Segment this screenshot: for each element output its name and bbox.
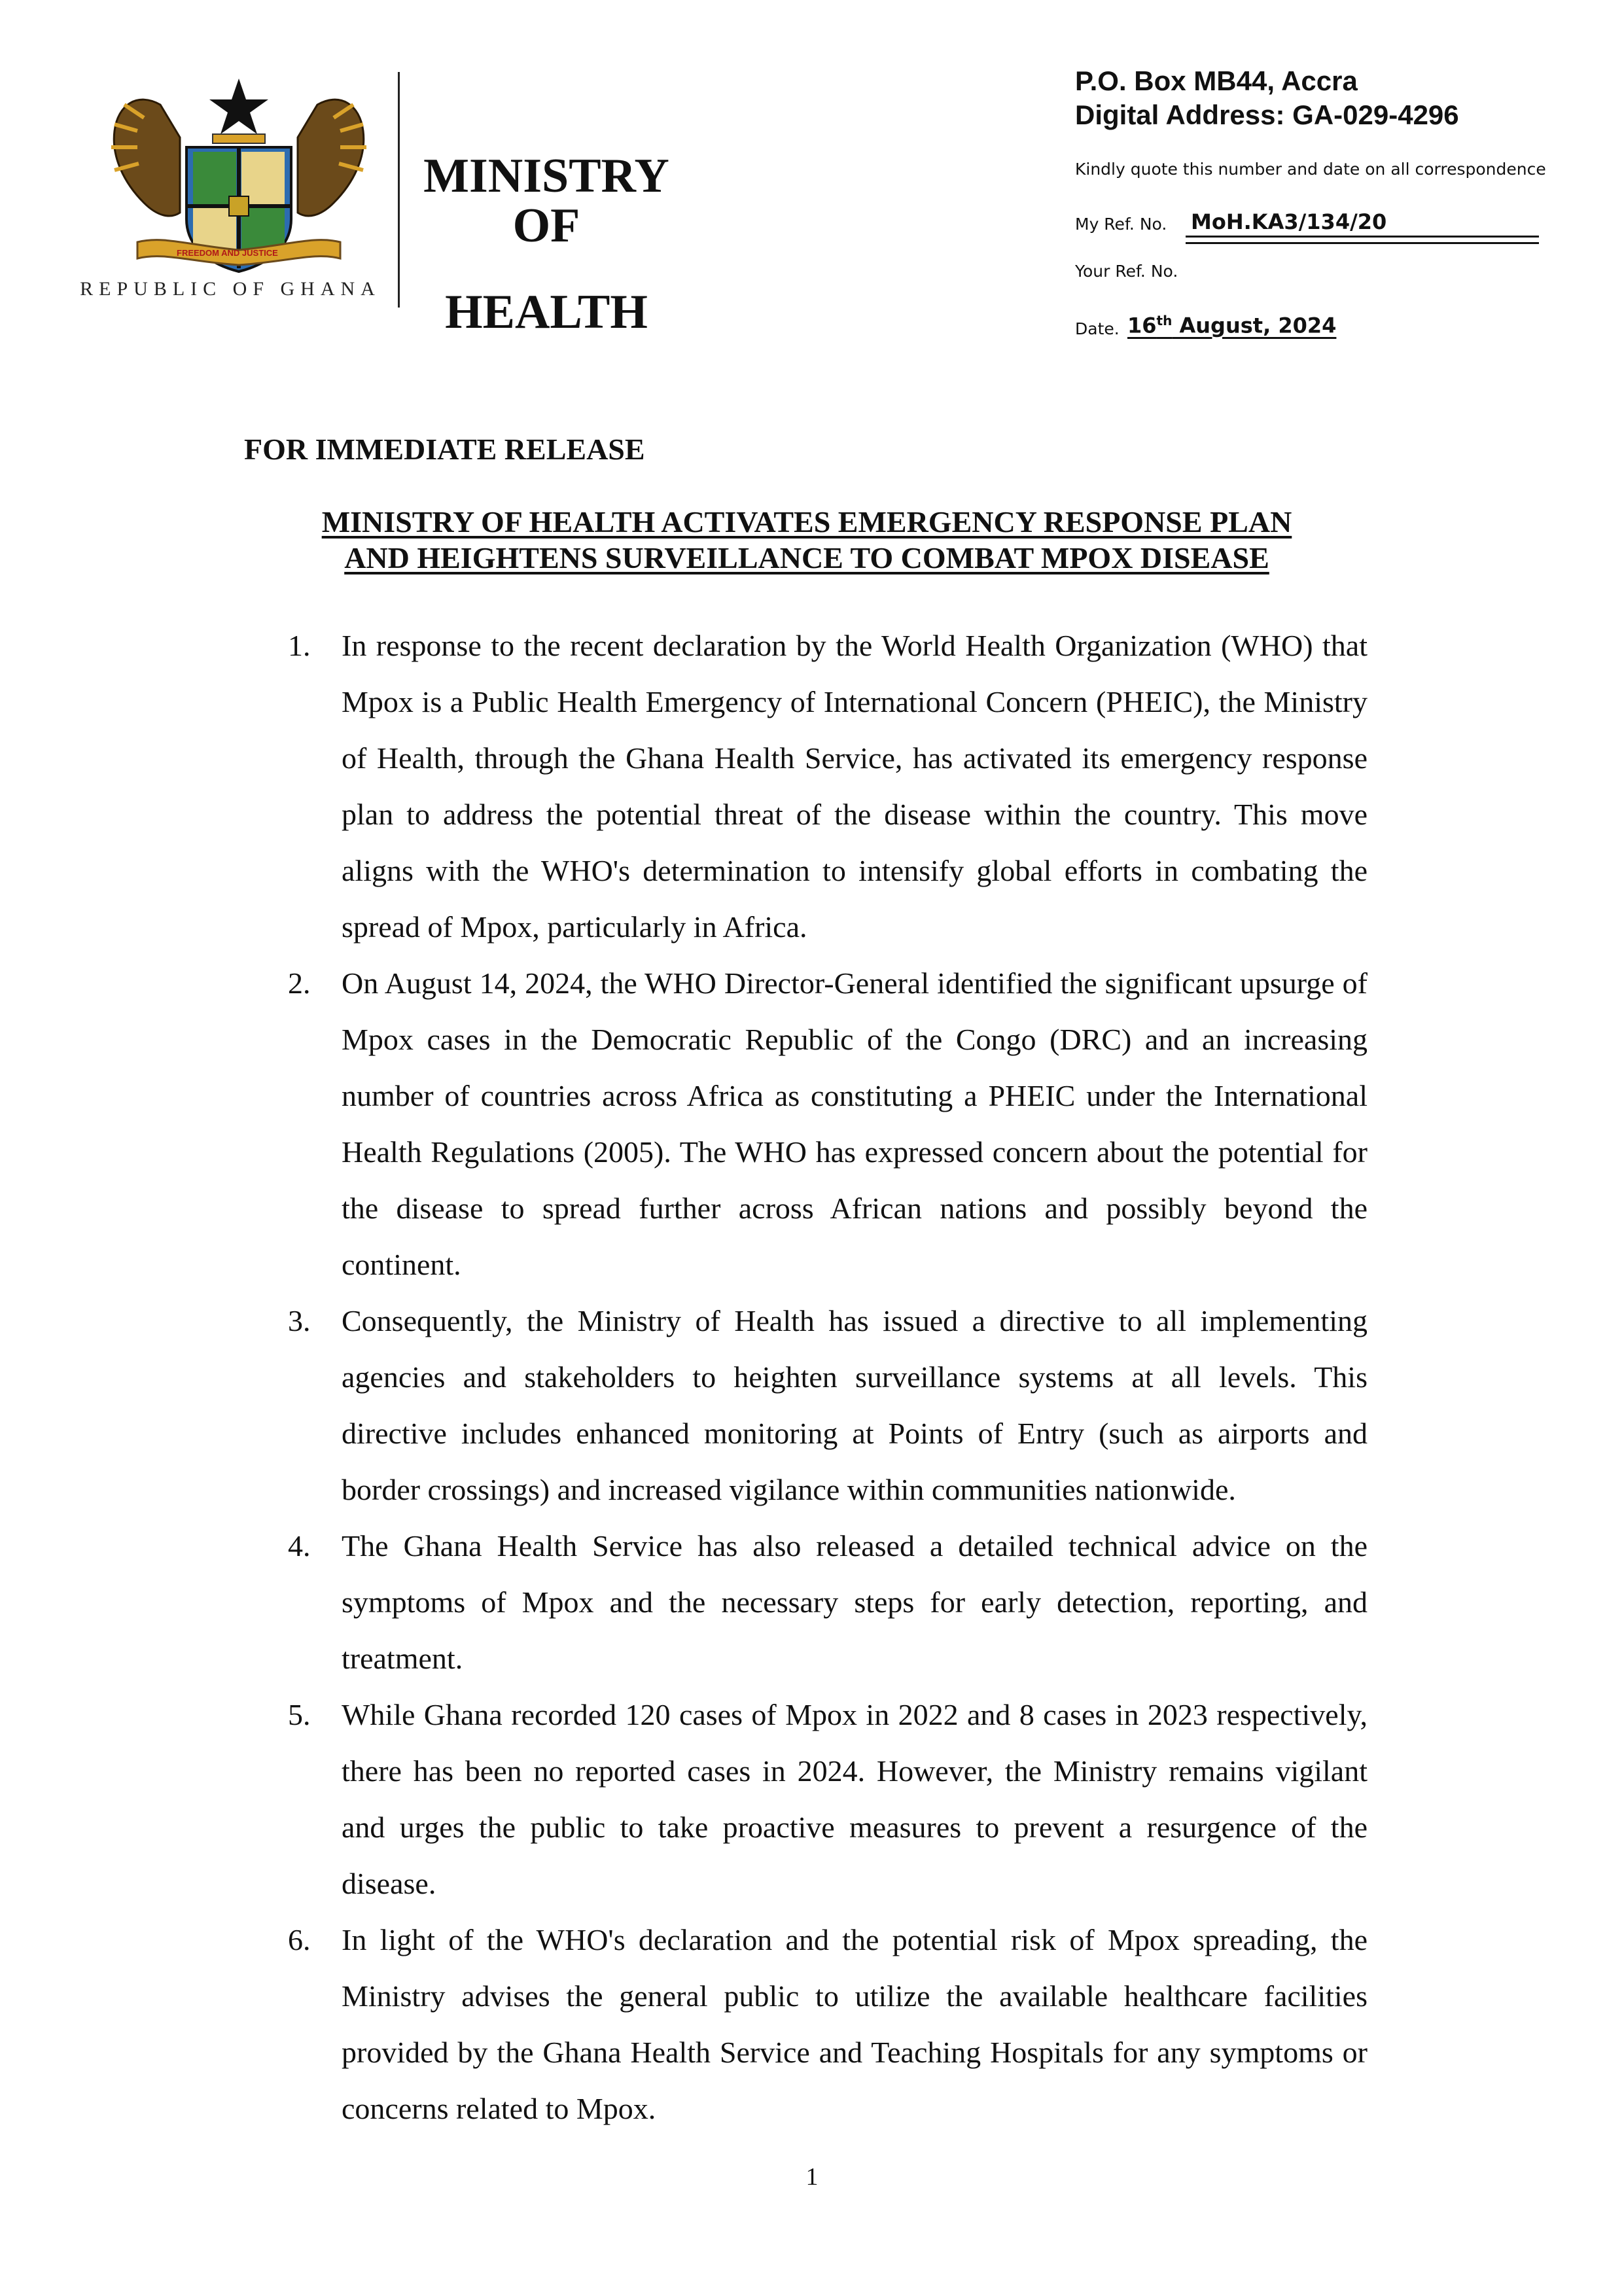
ministry-name-line2: OF xyxy=(512,199,580,253)
numbered-paragraph-list xyxy=(288,618,1368,2137)
item-number: 5. xyxy=(288,1698,311,1731)
item-text: In response to the recent declaration by the World Health Organization (WHO) that Mpox is a Public Health Emergency of International Concern (PHEIC), the Ministry of Health, through the Ghana Health Service, has activated its emergency response plan to address the potential threat of the disease within the country. This move aligns with the WHO's determination to intensify global efforts in combating the spread of Mpox, particularly in Africa. xyxy=(342,629,1368,944)
list-item xyxy=(288,955,1368,1293)
quote-note: Kindly quote this number and date on all correspondence xyxy=(1075,160,1546,179)
country-caption: REPUBLIC OF GHANA xyxy=(80,278,381,300)
headline-line1: MINISTRY OF HEALTH ACTIVATES EMERGENCY RESPONSE PLAN xyxy=(321,505,1292,539)
ghana-coat-of-arms-icon xyxy=(98,79,380,294)
date-rest: August, 2024 xyxy=(1172,313,1337,338)
item-number: 6. xyxy=(288,1923,311,1956)
item-text: In light of the WHO's declaration and the potential risk of Mpox spreading, the Ministry advises the general public to utilize the available healthcare facilities provided by the Ghana Health Service and Teaching Hospitals for any symptoms or concerns related to Mpox. xyxy=(342,1923,1368,2125)
ref-underline-double xyxy=(1186,242,1539,244)
item-text: Consequently, the Ministry of Health has issued a directive to all implementing agencies and stakeholders to heighten surveillance systems at all levels. This directive includes enhanced monitoring at Points of Entry (such as airports and border crossings) and increased vigilance within communities nationwide. xyxy=(342,1304,1368,1506)
headline-line2: AND HEIGHTENS SURVEILLANCE TO COMBAT MPOX DISEASE xyxy=(344,541,1269,574)
my-ref-label: My Ref. No. xyxy=(1075,215,1167,234)
letterhead-divider xyxy=(398,72,400,308)
item-text: On August 14, 2024, the WHO Director-General identified the significant upsurge of Mpox cases in the Democratic Republic of the Congo (DRC) and an increasing number of countries across Africa as constituting a PHEIC under the International Health Regulations (2005). The WHO has expressed concern about the potential for the disease to spread further across African nations and possibly beyond the continent. xyxy=(342,966,1368,1281)
date-day: 16 xyxy=(1127,313,1157,338)
ministry-name-line3: HEALTH xyxy=(445,285,648,339)
list-item xyxy=(288,1912,1368,2137)
item-number: 4. xyxy=(288,1529,311,1563)
list-item xyxy=(288,1687,1368,1912)
list-item xyxy=(288,1293,1368,1518)
date-suffix: th xyxy=(1156,313,1173,328)
item-text: The Ghana Health Service has also released a detailed technical advice on the symptoms of Mpox and the necessary steps for early detection, reporting, and treatment. xyxy=(342,1529,1368,1675)
svg-text:FREEDOM AND JUSTICE: FREEDOM AND JUSTICE xyxy=(177,248,278,258)
item-number: 3. xyxy=(288,1304,311,1337)
list-item xyxy=(288,1518,1368,1687)
your-ref-label: Your Ref. No. xyxy=(1075,262,1178,281)
date-label: Date. xyxy=(1075,319,1120,338)
my-ref-value: MoH.KA3/134/20 xyxy=(1191,209,1387,234)
item-number: 1. xyxy=(288,629,311,662)
date-value xyxy=(1127,313,1336,338)
postal-address: P.O. Box MB44, Accra xyxy=(1075,65,1358,96)
release-label: FOR IMMEDIATE RELEASE xyxy=(244,433,645,466)
list-item xyxy=(288,618,1368,955)
ref-underline xyxy=(1186,236,1539,238)
press-release-headline xyxy=(244,504,1369,576)
item-text: While Ghana recorded 120 cases of Mpox in 2022 and 8 cases in 2023 respectively, there has been no reported cases in 2024. However, the Ministry remains vigilant and urges the public to take proactive measures to prevent a resurgence of the disease. xyxy=(342,1698,1368,1900)
page-number: 1 xyxy=(805,2163,819,2191)
item-number: 2. xyxy=(288,966,311,1000)
ministry-name-line1: MINISTRY xyxy=(423,149,669,203)
digital-address: Digital Address: GA-029-4296 xyxy=(1075,99,1459,130)
